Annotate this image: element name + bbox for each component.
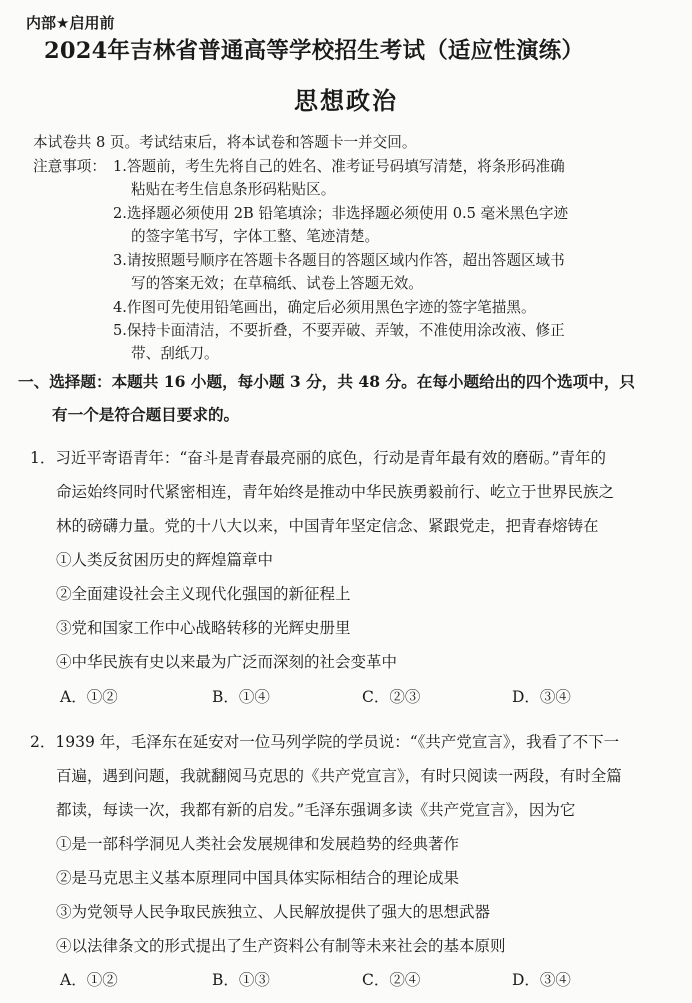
answer-option-a: A．①②: [60, 688, 118, 706]
statement-item: ①是一部科学洞见人类社会发展规律和发展趋势的经典著作: [56, 835, 460, 853]
question-stem: 1．习近平寄语青年：“奋斗是青春最亮丽的底色，行动是青年最有效的磨砺。”青年的: [30, 449, 606, 467]
answer-option-b: B．①③: [212, 971, 270, 989]
answer-option-c: C．②③: [362, 688, 421, 706]
notice-intro: 本试卷共 8 页。考试结束后，将本试卷和答题卡一并交回。: [33, 134, 417, 151]
notice-item-cont: 带、刮纸刀。: [131, 345, 219, 362]
statement-item: ③为党领导人民争取民族独立、人民解放提供了强大的思想武器: [56, 903, 491, 921]
exam-title: 2024年吉林省普通高等学校招生考试（适应性演练）: [44, 38, 585, 64]
notice-item: 4.作图可先使用铅笔画出，确定后必须用黑色字迹的签字笔描黑。: [113, 299, 536, 316]
answer-option-b: B．①④: [212, 688, 270, 706]
notice-item-cont: 粘贴在考生信息条形码粘贴区。: [131, 181, 336, 198]
question-stem: 都读，每读一次，我都有新的启发。”毛泽东强调多读《共产党宣言》，因为它: [56, 801, 576, 819]
question-stem: 林的磅礴力量。党的十八大以来，中国青年坚定信念、紧跟党走，把青春熔铸在: [56, 517, 599, 535]
notice-item-cont: 的签字笔书写，字体工整、笔迹清楚。: [131, 228, 380, 245]
statement-item: ①人类反贫困历史的辉煌篇章中: [56, 551, 274, 569]
statement-item: ④中华民族有史以来最为广泛而深刻的社会变革中: [56, 653, 398, 671]
statement-item: ④以法律条文的形式提出了生产资料公有制等未来社会的基本原则: [56, 937, 506, 955]
question-stem: 命运始终同时代紧密相连，青年始终是推动中华民族勇毅前行、屹立于世界民族之: [56, 483, 615, 501]
notice-item: 2.选择题必须使用 2B 铅笔填涂；非选择题必须使用 0.5 毫米黑色字迹: [113, 205, 569, 222]
answer-option-c: C．②④: [362, 971, 421, 989]
notice-item: 1.答题前，考生先将自己的姓名、准考证号码填写清楚，将条形码准确: [113, 158, 565, 175]
notice-label: 注意事项：: [33, 158, 106, 175]
notice-item: 3.请按照题号顺序在答题卡各题目的答题区域内作答，超出答题区域书: [113, 252, 565, 269]
answer-option-d: D．③④: [512, 971, 571, 989]
answer-option-d: D．③④: [512, 688, 571, 706]
statement-item: ③党和国家工作中心战略转移的光辉史册里: [56, 619, 351, 637]
statement-item: ②全面建设社会主义现代化强国的新征程上: [56, 585, 351, 603]
subject-title: 思想政治: [294, 87, 398, 115]
confidential-label: 内部★启用前: [26, 14, 115, 32]
notice-item: 5.保持卡面清洁，不要折叠，不要弄破、弄皱，不准使用涂改液、修正: [113, 322, 565, 339]
question-stem: 2．1939 年，毛泽东在延安对一位马列学院的学员说：“《共产党宣言》，我看了不下一: [30, 733, 620, 751]
question-stem: 百遍，遇到问题，我就翻阅马克思的《共产党宣言》，有时只阅读一两段，有时全篇: [56, 767, 622, 785]
statement-item: ②是马克思主义基本原理同中国具体实际相结合的理论成果: [56, 869, 460, 887]
section-heading-cont: 有一个是符合题目要求的。: [52, 405, 240, 424]
notice-item-cont: 写的答案无效；在草稿纸、试卷上答题无效。: [131, 275, 423, 292]
section-heading: 一、选择题：本题共 16 小题，每小题 3 分，共 48 分。在每小题给出的四个选项中，只: [18, 372, 636, 391]
answer-option-a: A．①②: [60, 971, 118, 989]
